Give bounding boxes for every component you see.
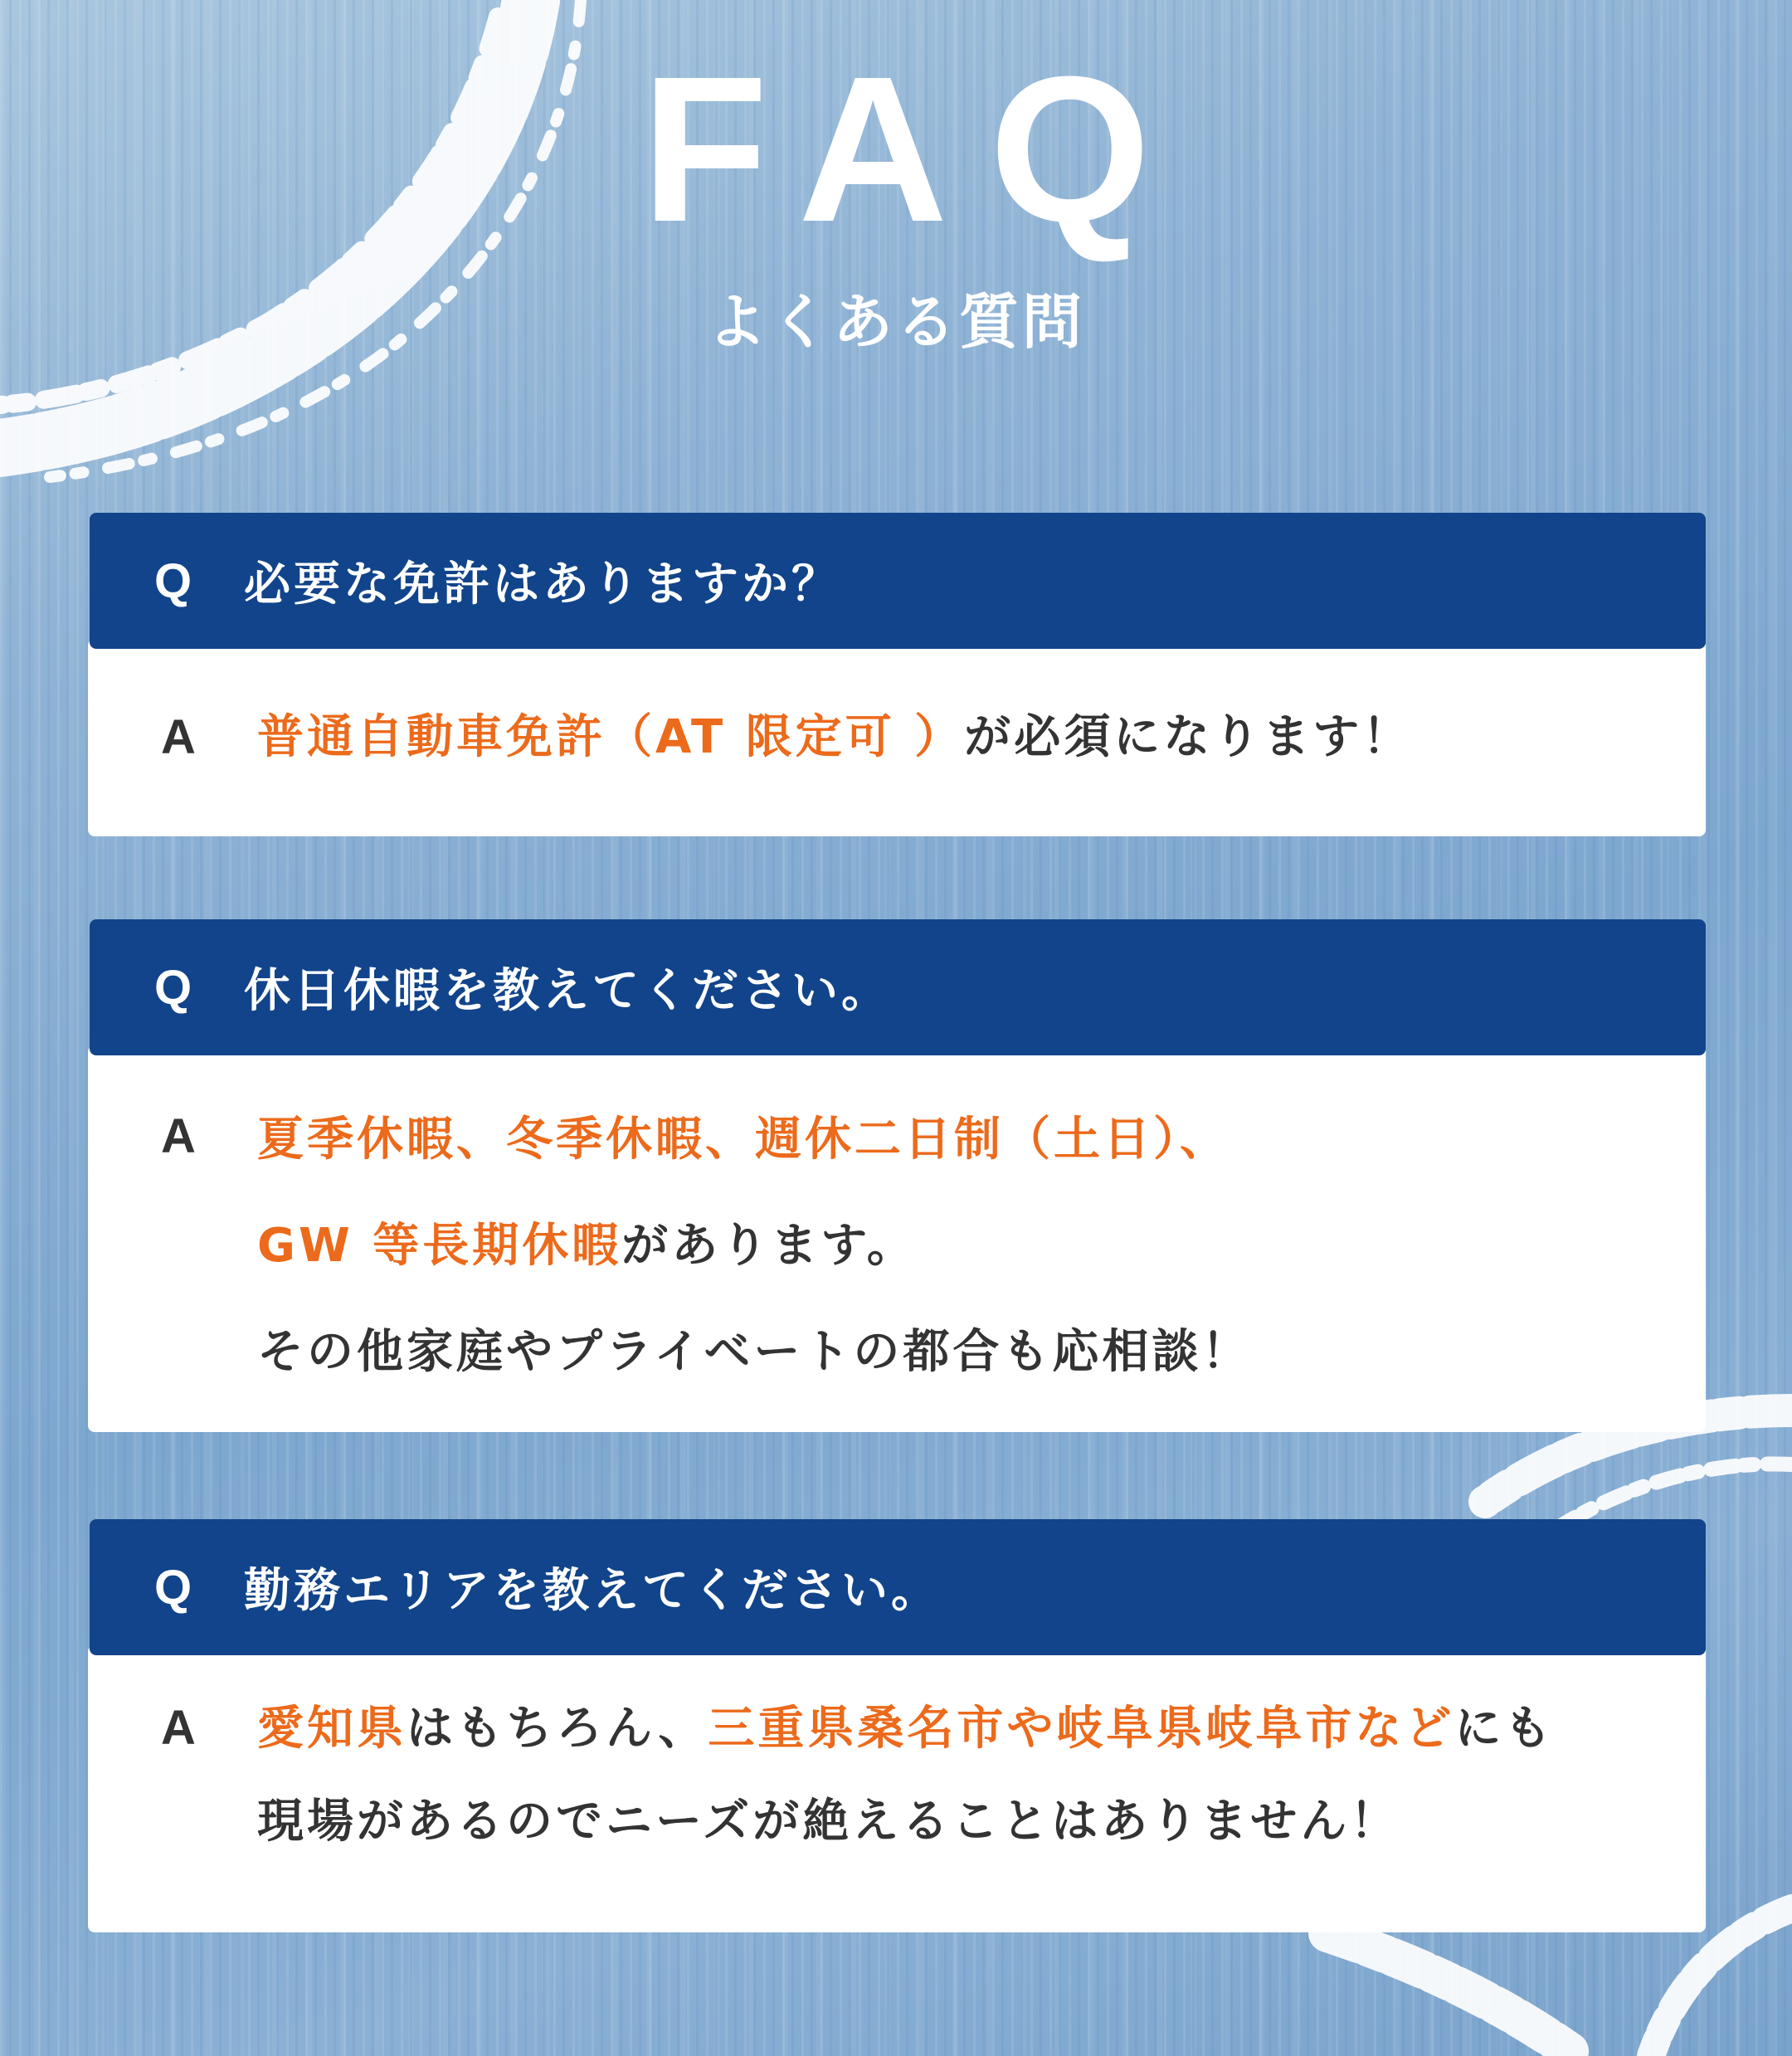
faq-answer-box <box>88 1045 1706 1432</box>
answer-text <box>257 1087 1706 1432</box>
question-text: 勤務エリアを教えてください。 <box>244 1564 941 1618</box>
page-subtitle: よくある質問 <box>706 287 1085 357</box>
faq-question-bar <box>90 919 1706 1055</box>
answer-text <box>257 704 1706 771</box>
answer-line <box>257 704 1706 771</box>
faq-item-work-area <box>88 1519 1706 1932</box>
question-mark-label: Q <box>154 553 192 608</box>
answer-plain: が必須になります！ <box>964 710 1413 764</box>
answer-mark-label: A <box>161 1109 196 1163</box>
answer-line <box>257 1776 1706 1868</box>
answer-plain: 現場があるのでニーズが絶えることはありません！ <box>257 1795 1400 1849</box>
question-text: 休日休暇を教えてください。 <box>244 964 891 1018</box>
answer-highlight: 普通自動車免許（AT 限定可 ） <box>257 710 965 764</box>
answer-plain: があります。 <box>621 1219 917 1273</box>
faq-question-bar <box>90 513 1706 649</box>
faq-answer-box <box>88 639 1706 836</box>
question-mark-label: Q <box>154 1560 192 1615</box>
answer-highlight: 愛知県 <box>257 1702 407 1756</box>
answer-plain: にも <box>1454 1702 1555 1756</box>
faq-item-holidays <box>88 919 1706 1432</box>
answer-mark-label: A <box>161 1701 196 1755</box>
answer-plain: はもちろん、 <box>407 1702 709 1756</box>
answer-plain: その他家庭やプライベートの都合も応相談！ <box>257 1325 1252 1379</box>
faq-answer-box <box>88 1645 1706 1932</box>
answer-highlight: 三重県桑名市や岐阜県岐阜市など <box>708 1702 1455 1756</box>
faq-question-bar <box>90 1519 1706 1655</box>
page-header <box>0 33 1792 360</box>
answer-mark-label: A <box>161 710 196 764</box>
answer-line <box>257 1193 1706 1299</box>
answer-line <box>257 1087 1706 1193</box>
answer-line <box>257 1299 1706 1406</box>
answer-highlight: GW 等長期休暇 <box>257 1219 622 1273</box>
question-mark-label: Q <box>154 960 192 1015</box>
page-title: FAQ <box>641 33 1192 265</box>
answer-text <box>257 1683 1706 1932</box>
answer-highlight: 夏季休暇、冬季休暇、週休二日制（土日）、 <box>257 1113 1230 1167</box>
faq-item-license <box>88 513 1706 836</box>
answer-line <box>257 1683 1706 1776</box>
question-text: 必要な免許はありますか？ <box>244 558 841 611</box>
